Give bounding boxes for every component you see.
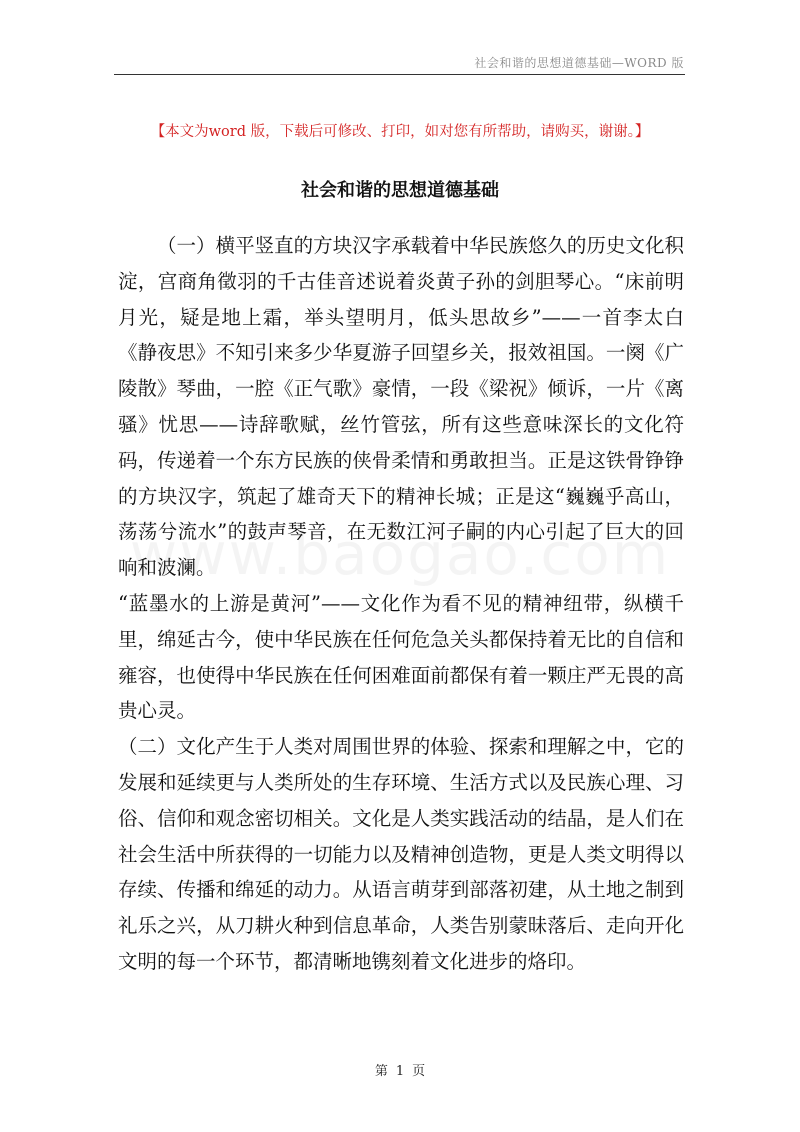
paragraph-3: （二）文化产生于人类对周围世界的体验、探索和理解之中，它的发展和延续更与人类所处的生存环境、生活方式以及民族心理、习俗、信仰和观念密切相关。文化是人类实践活动的结晶，是人们在社会生活中所获得的一切能力以及精神创造物，更是人类文明得以存续、传播和绵延的动力。从语言萌芽到部落初建，从土地之制到礼乐之兴，从刀耕火种到信息革命，人类告别蒙昧落后、走向开化文明的每一个环节，都清晰地镌刻着文化进步的烙印。 [118, 735, 684, 973]
header-divider [114, 74, 685, 75]
page-number: 1 [395, 1064, 405, 1079]
download-notice: 【本文为word 版，下载后可修改、打印，如对您有所帮助，请购买，谢谢。】 [150, 124, 650, 140]
paragraph-1: （一）横平竖直的方块汉字承载着中华民族悠久的历史文化积淀，宫商角徵羽的千古佳音述说着炎黄子孙的剑胆琴心。“床前明月光，疑是地上霜，举头望明月，低头思故乡”——一首李太白《静夜思》不知引来多少华夏游子回望乡关，报效祖国。一阕《广陵散》琴曲，一腔《正气歌》豪情，一段《梁祝》倾诉，一片《离骚》忧思——诗辞歌赋，丝竹管弦，所有这些意味深长的文化符码，传递着一个东方民族的侠骨柔情和勇敢担当。正是这铁骨铮铮的方块汉字，筑起了雄奇天下的精神长城；正是这“巍巍乎高山，荡荡兮流水”的鼓声琴音，在无数江河子嗣的内心引起了巨大的回响和波澜。 [118, 234, 684, 580]
page-prefix: 第 [374, 1064, 388, 1079]
paragraph-2: “蓝墨水的上游是黄河”——文化作为看不见的精神纽带，纵横千里，绵延古今，使中华民族在任何危急关头都保持着无比的自信和雍容，也使得中华民族在任何困难面前都保有着一颗庄严无畏的高贵心灵。 [118, 591, 684, 723]
running-header: 社会和谐的思想道德基础—WORD 版 [474, 56, 684, 70]
document-body [118, 228, 684, 980]
page-suffix: 页 [412, 1064, 426, 1079]
document-title: 社会和谐的思想道德基础 [301, 180, 499, 201]
page-footer [0, 1060, 800, 1079]
